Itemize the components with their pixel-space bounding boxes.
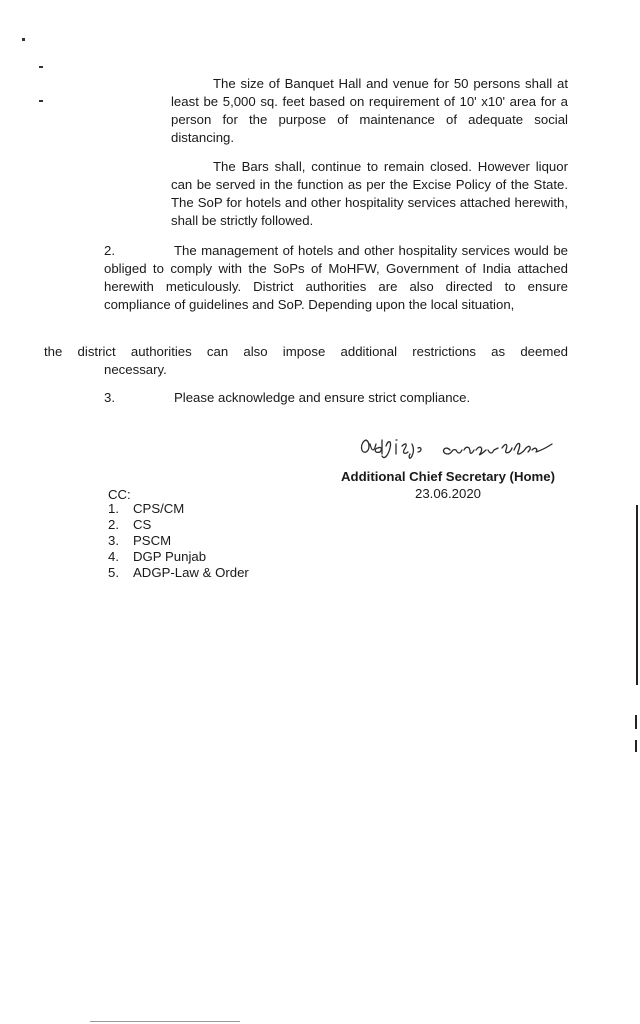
signature-date: 23.06.2020 [414,486,481,501]
point-number: 3. [104,390,115,405]
list-item: 1. CPS/CM [108,501,185,516]
cc-list [108,501,249,581]
scan-edge-line [90,1021,240,1022]
handwritten-signature [352,430,572,464]
paragraph-point-2: 2. The management of hotels and other hospitality services would be obliged to comply with the SoPs of MoHFW, Government of India attached herewith meticulously. District authorities are also directed to ensure compliance of guidelines and SoP. Depending upon the local situation, [104,243,568,312]
scan-edge-line [635,740,637,752]
paragraph-banquet-hall: The size of Banquet Hall and venue for 50 persons shall at least be 5,000 sq. feet based on requirement of 10' x10' area for a person for the purpose of maintenance of adequate social distancing. [171,76,568,145]
scan-speck [22,38,25,41]
list-item: 2. CS [108,517,152,532]
scan-edge-line [635,715,637,729]
list-item: 4. DGP Punjab [108,549,207,564]
list-item: 5. ADGP-Law & Order [108,565,249,580]
signatory-title: Additional Chief Secretary (Home) [341,469,555,484]
paragraph-point-2-continuation: the district authorities can also impose additional restrictions as deemed [44,344,568,359]
list-item: 3. PSCM [108,533,172,548]
paragraph-bars: The Bars shall, continue to remain closed. However liquor can be served in the function as per the Excise Policy of the State. The SoP for hotels and other hospitality services attached herewith, shall be strictly followed. [171,159,568,228]
scan-speck [39,66,43,68]
paragraph-point-3: 3. Please acknowledge and ensure strict compliance. [104,390,471,405]
cc-label: CC: [108,487,131,502]
scan-edge-line [636,505,638,685]
scan-speck [39,100,43,102]
point-number: 2. [104,243,115,258]
paragraph-point-2-continuation-end: necessary. [104,362,167,377]
